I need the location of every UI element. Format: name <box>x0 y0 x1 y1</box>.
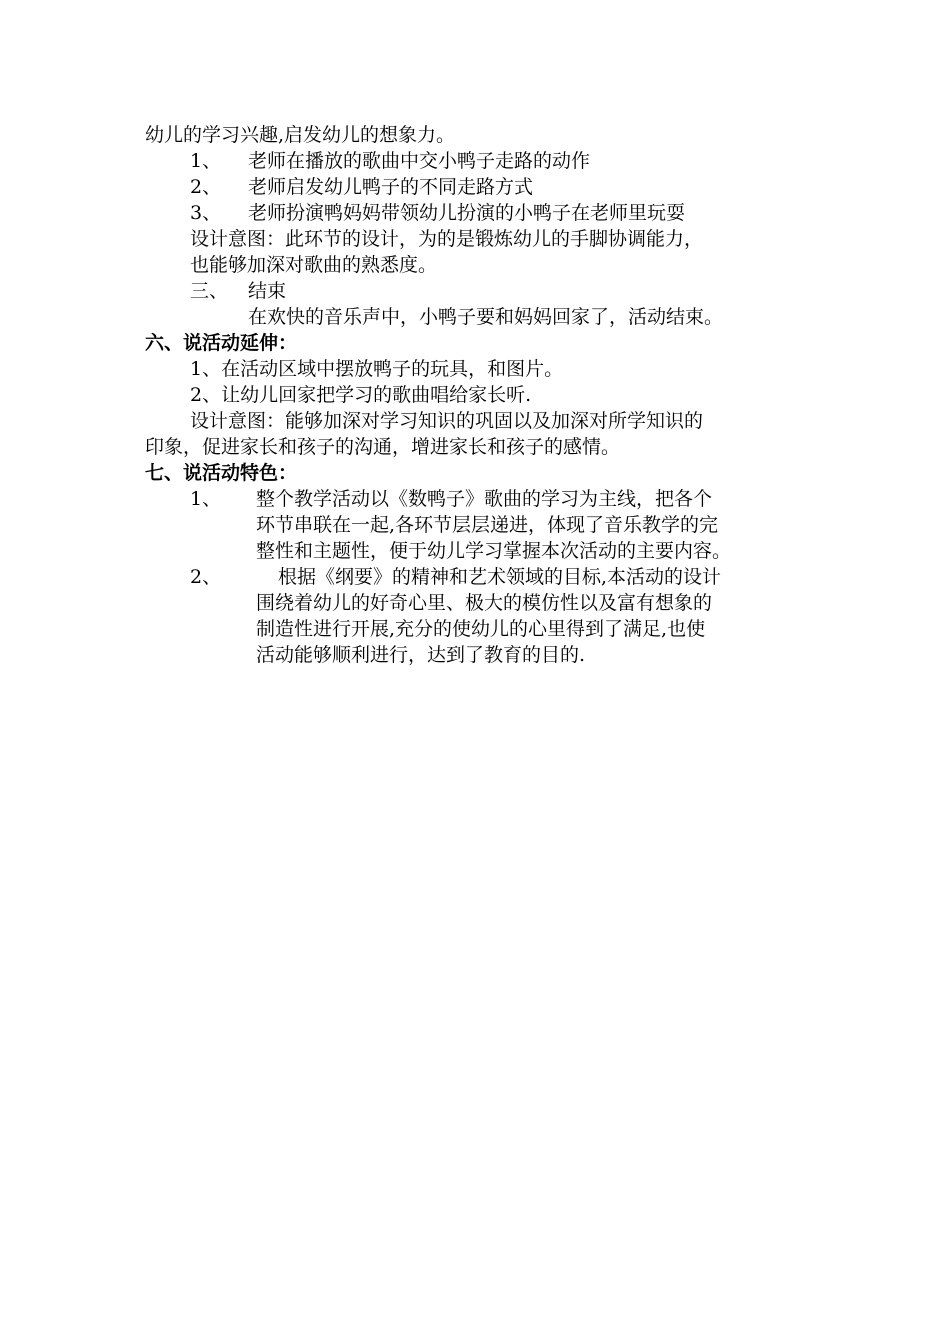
feature-line: 活动能够顺利进行，达到了教育的目的. <box>256 644 586 666</box>
step-number: 2、 <box>190 176 222 198</box>
design-intent-line: 印象，促进家长和孩子的沟通，增进家长和孩子的感情。 <box>145 436 621 458</box>
list-item: 1、在活动区域中摆放鸭子的玩具，和图片。 <box>190 358 564 380</box>
step-text: 老师扮演鸭妈妈带领幼儿扮演的小鸭子在老师里玩耍 <box>248 202 686 224</box>
feature-line: 制造性进行开展,充分的使幼儿的心里得到了满足,也使 <box>256 618 706 640</box>
part-number: 三、 <box>190 280 229 302</box>
step-text: 老师启发幼儿鸭子的不同走路方式 <box>248 176 534 198</box>
section-heading: 六、说活动延伸： <box>145 332 298 354</box>
feature-line: 整个教学活动以《数鸭子》歌曲的学习为主线，把各个 <box>256 488 713 510</box>
feature-line: 围绕着幼儿的好奇心里、极大的模仿性以及富有想象的 <box>256 592 713 614</box>
part-title: 结束 <box>248 280 287 302</box>
feature-line: 环节串联在一起,各环节层层递进，体现了音乐教学的完 <box>256 514 719 536</box>
paragraph-line: 幼儿的学习兴趣,启发幼儿的想象力。 <box>145 124 456 146</box>
feature-line: 整性和主题性，便于幼儿学习掌握本次活动的主要内容。 <box>256 540 732 562</box>
list-item: 2、让幼儿回家把学习的歌曲唱给家长听. <box>190 384 532 406</box>
feature-number: 1、 <box>190 488 222 510</box>
design-intent-line: 也能够加深对歌曲的熟悉度。 <box>190 254 438 276</box>
feature-number: 2、 <box>190 566 222 588</box>
design-intent-line: 设计意图：能够加深对学习知识的巩固以及加深对所学知识的 <box>190 410 704 432</box>
feature-line: 根据《纲要》的精神和艺术领域的目标,本活动的设计 <box>278 566 722 588</box>
step-text: 老师在播放的歌曲中交小鸭子走路的动作 <box>248 150 591 172</box>
section-heading: 七、说活动特色： <box>145 462 298 484</box>
design-intent-line: 设计意图：此环节的设计，为的是锻炼幼儿的手脚协调能力， <box>190 228 704 250</box>
step-number: 1、 <box>190 150 222 172</box>
step-number: 3、 <box>190 202 222 224</box>
paragraph-line: 在欢快的音乐声中，小鸭子要和妈妈回家了，活动结束。 <box>248 306 724 328</box>
